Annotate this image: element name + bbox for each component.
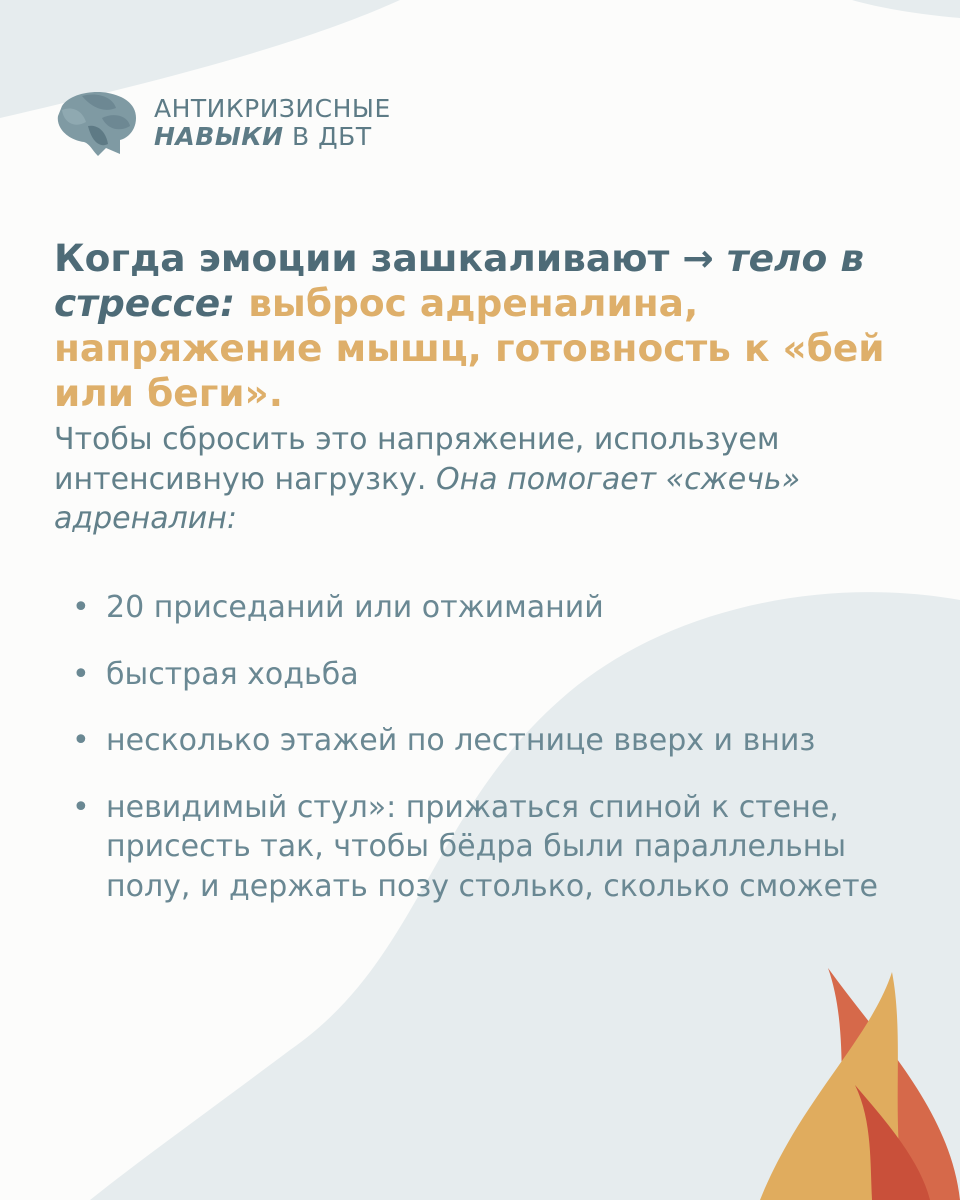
logo-title-bold: НАВЫКИ — [154, 122, 284, 151]
logo-title-rest: В ДБТ — [283, 122, 372, 151]
logo-title-line1: АНТИКРИЗИСНЫЕ — [154, 94, 391, 123]
headline — [54, 236, 914, 416]
headline-italic: тело в стрессе: — [54, 236, 865, 325]
exercise-list — [72, 588, 902, 934]
list-item — [72, 788, 902, 907]
list-item — [72, 588, 902, 628]
list-item — [72, 721, 902, 761]
intro-italic: Она помогает «сжечь» адреналин: — [54, 461, 801, 537]
list-item-text: быстрая ходьба — [106, 656, 359, 692]
brain-head-icon — [52, 88, 140, 158]
intro-text: Чтобы сбросить это напряжение, используем интенсивную нагрузку. — [54, 422, 780, 497]
top-right-wave — [852, 0, 960, 18]
headline-part1: Когда эмоции зашкаливают → — [54, 236, 727, 280]
bullet: • — [72, 723, 90, 759]
bullet: • — [72, 789, 90, 825]
bullet: • — [72, 656, 90, 692]
list-item — [72, 655, 902, 695]
logo — [52, 88, 391, 158]
list-item-text: несколько этажей по лестнице вверх и вниз — [106, 723, 816, 759]
list-item-text: 20 приседаний или отжиманий — [106, 590, 604, 625]
headline-accent: выброс адреналина, напряжение мышц, готовность к «бей или беги». — [54, 281, 885, 415]
bullet: • — [72, 590, 90, 625]
intro-paragraph — [54, 420, 914, 539]
list-item-text: невидимый стул»: прижаться спиной к стене, присесть так, чтобы бёдра были параллельны полу, и держать позу столько, сколько сможете — [106, 789, 879, 904]
